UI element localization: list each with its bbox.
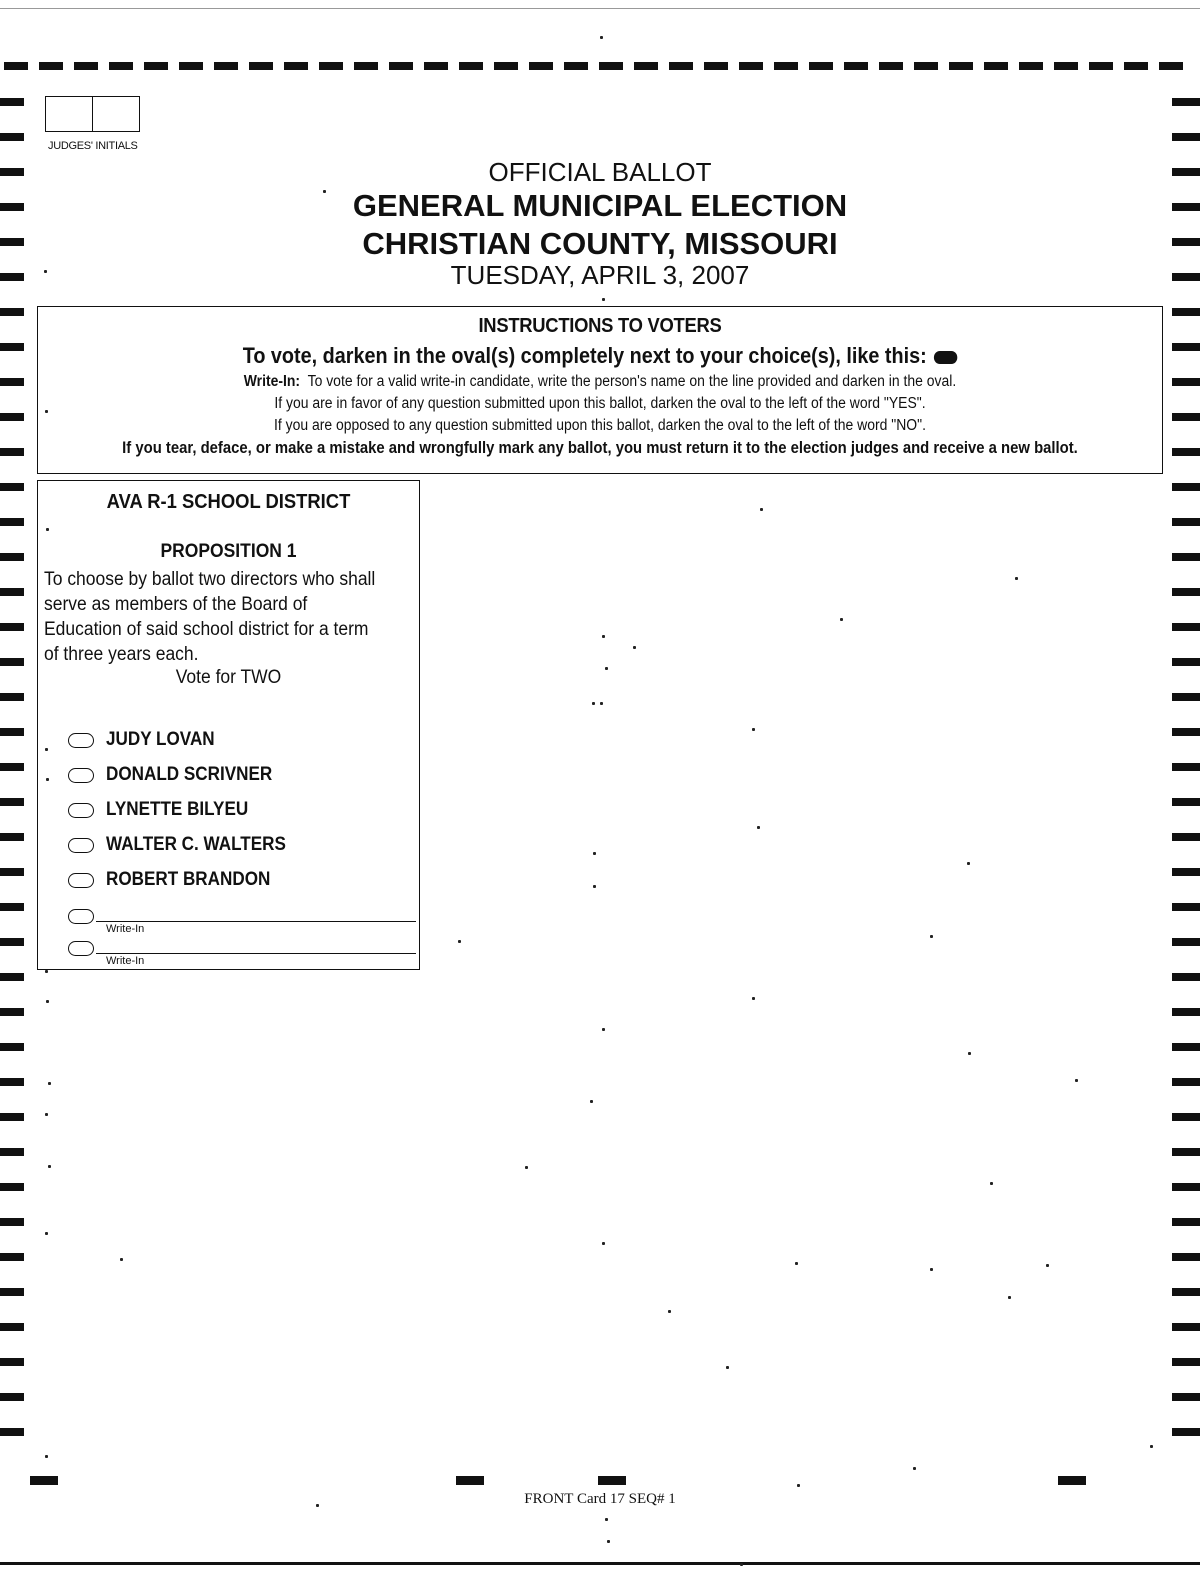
timing-mark <box>0 133 24 141</box>
scan-speck <box>45 970 48 973</box>
candidate-name: JUDY LOVAN <box>106 729 215 750</box>
instructions-writein <box>94 373 1106 391</box>
timing-mark <box>0 623 24 631</box>
candidate-oval[interactable] <box>68 733 94 748</box>
scan-speck <box>45 748 48 751</box>
timing-mark <box>634 62 658 70</box>
timing-mark <box>39 62 63 70</box>
scan-speck <box>605 1518 608 1521</box>
scan-speck <box>316 1504 319 1507</box>
scan-speck <box>45 1232 48 1235</box>
timing-mark <box>1172 518 1200 526</box>
scan-speck <box>605 667 608 670</box>
instructions-main-text: To vote, darken in the oval(s) completely next to your choice(s), like this: <box>242 343 927 368</box>
instructions-tear: If you tear, deface, or make a mistake and wrongfully mark any ballot, you must return it to the election judges and receive a new ballot. <box>122 439 1078 457</box>
timing-mark <box>1172 728 1200 736</box>
timing-mark <box>1172 448 1200 456</box>
timing-mark <box>144 62 168 70</box>
scan-speck <box>1008 1296 1011 1299</box>
timing-mark <box>4 62 28 70</box>
candidate-oval[interactable] <box>68 803 94 818</box>
timing-mark <box>1172 413 1200 421</box>
scan-speck <box>752 997 755 1000</box>
timing-mark <box>0 448 24 456</box>
writein-option-2[interactable] <box>68 937 416 967</box>
timing-mark <box>1172 98 1200 106</box>
timing-mark <box>529 62 553 70</box>
scan-speck <box>592 702 595 705</box>
scan-speck <box>602 298 605 301</box>
timing-mark <box>0 343 24 351</box>
timing-mark <box>389 62 413 70</box>
timing-mark <box>1172 1393 1200 1401</box>
scan-speck <box>607 1540 610 1543</box>
scan-speck <box>48 1165 51 1168</box>
timing-mark <box>1172 833 1200 841</box>
scan-speck <box>740 1563 743 1566</box>
timing-mark <box>914 62 938 70</box>
timing-mark <box>0 798 24 806</box>
timing-mark <box>284 62 308 70</box>
candidate-oval[interactable] <box>68 838 94 853</box>
timing-mark <box>459 62 483 70</box>
scan-speck <box>44 270 47 273</box>
writein-option-1[interactable] <box>68 905 416 935</box>
scan-speck <box>726 1366 729 1369</box>
timing-mark <box>1172 553 1200 561</box>
timing-mark <box>704 62 728 70</box>
timing-mark <box>354 62 378 70</box>
timing-mark <box>0 1218 24 1226</box>
timing-mark <box>0 1323 24 1331</box>
scan-speck <box>840 618 843 621</box>
scan-speck <box>525 1166 528 1169</box>
timing-mark <box>0 1253 24 1261</box>
scan-speck <box>668 1310 671 1313</box>
scan-speck <box>602 1028 605 1031</box>
candidate-name: WALTER C. WALTERS <box>106 834 286 855</box>
timing-mark <box>598 1476 626 1485</box>
writein-label: Write-In <box>106 923 145 935</box>
timing-mark <box>0 98 24 106</box>
candidate-option[interactable] <box>68 763 291 787</box>
scan-speck <box>590 1100 593 1103</box>
timing-mark <box>1172 1323 1200 1331</box>
scan-speck <box>593 885 596 888</box>
scan-speck <box>633 646 636 649</box>
timing-mark <box>1019 62 1043 70</box>
timing-mark <box>1172 1288 1200 1296</box>
filled-oval-sample-icon <box>934 351 957 364</box>
scan-speck <box>752 728 755 731</box>
timing-mark <box>0 1183 24 1191</box>
timing-mark <box>0 1078 24 1086</box>
timing-mark <box>0 658 24 666</box>
instructions-favor: If you are in favor of any question submitted upon this ballot, darken the oval to the left of the word "YES". <box>274 395 926 412</box>
timing-mark <box>0 588 24 596</box>
timing-mark <box>0 763 24 771</box>
timing-mark <box>1172 938 1200 946</box>
timing-mark <box>1124 62 1148 70</box>
timing-mark <box>109 62 133 70</box>
timing-mark <box>1172 1078 1200 1086</box>
timing-mark <box>0 728 24 736</box>
instructions-writein-text: To vote for a valid write-in candidate, write the person's name on the line provided and darken in the oval. <box>307 373 957 390</box>
scan-speck <box>458 940 461 943</box>
writein-oval[interactable] <box>68 909 94 924</box>
election-date: TUESDAY, APRIL 3, 2007 <box>450 260 750 290</box>
timing-mark <box>1172 973 1200 981</box>
scan-speck <box>1150 1445 1153 1448</box>
timing-mark <box>0 693 24 701</box>
timing-mark <box>0 378 24 386</box>
timing-mark <box>1172 798 1200 806</box>
timing-mark <box>984 62 1008 70</box>
scan-speck <box>760 508 763 511</box>
timing-mark <box>0 973 24 981</box>
instructions-main <box>94 343 1106 369</box>
scan-speck <box>593 852 596 855</box>
writein-label: Write-In <box>106 955 145 967</box>
scan-speck <box>46 528 49 531</box>
scan-speck <box>1046 1264 1049 1267</box>
timing-mark <box>774 62 798 70</box>
timing-mark <box>249 62 273 70</box>
scan-speck <box>602 635 605 638</box>
scan-speck <box>323 190 326 193</box>
timing-mark <box>1172 588 1200 596</box>
timing-mark <box>456 1476 484 1485</box>
scan-speck <box>1015 577 1018 580</box>
timing-mark <box>1172 1043 1200 1051</box>
timing-mark <box>1058 1476 1086 1485</box>
candidate-name: LYNETTE BILYEU <box>106 799 249 820</box>
timing-mark <box>0 1428 24 1436</box>
timing-mark <box>0 308 24 316</box>
judge-initial-box-1[interactable] <box>45 96 93 132</box>
scan-speck <box>913 1467 916 1470</box>
scan-bottom-edge <box>0 1562 1200 1565</box>
timing-mark <box>1172 1183 1200 1191</box>
timing-mark <box>0 833 24 841</box>
timing-mark <box>494 62 518 70</box>
timing-mark <box>1089 62 1113 70</box>
timing-mark <box>30 1476 58 1485</box>
vote-for-instruction: Vote for TWO <box>175 667 282 688</box>
timing-mark <box>599 62 623 70</box>
timing-mark <box>0 1358 24 1366</box>
judges-initials-label: JUDGES' INITIALS <box>48 140 138 152</box>
candidate-option[interactable] <box>68 798 264 822</box>
scan-speck <box>45 410 48 413</box>
timing-mark <box>1172 1113 1200 1121</box>
timing-mark <box>1159 62 1183 70</box>
timing-mark <box>0 413 24 421</box>
timing-mark <box>1172 1218 1200 1226</box>
scan-speck <box>1075 1079 1078 1082</box>
timing-mark <box>739 62 763 70</box>
candidate-name: DONALD SCRIVNER <box>106 764 273 785</box>
timing-mark <box>844 62 868 70</box>
timing-mark <box>1172 1008 1200 1016</box>
timing-mark <box>1172 763 1200 771</box>
timing-mark <box>809 62 833 70</box>
timing-mark <box>1172 308 1200 316</box>
timing-mark <box>1172 868 1200 876</box>
timing-mark <box>0 1288 24 1296</box>
writein-line[interactable] <box>96 921 416 922</box>
timing-mark <box>564 62 588 70</box>
contest-title: AVA R-1 SCHOOL DISTRICT <box>106 491 351 513</box>
timing-mark <box>424 62 448 70</box>
timing-mark <box>949 62 973 70</box>
timing-mark <box>0 553 24 561</box>
writein-line[interactable] <box>96 953 416 954</box>
scan-speck <box>600 702 603 705</box>
scan-speck <box>602 1242 605 1245</box>
timing-mark <box>0 1113 24 1121</box>
timing-mark <box>0 518 24 526</box>
scan-speck <box>967 862 970 865</box>
timing-mark <box>1054 62 1078 70</box>
county-title: CHRISTIAN COUNTY, MISSOURI <box>362 226 838 261</box>
scan-speck <box>48 1082 51 1085</box>
timing-mark <box>1172 693 1200 701</box>
candidate-oval[interactable] <box>68 768 94 783</box>
election-title: GENERAL MUNICIPAL ELECTION <box>352 188 848 223</box>
scan-speck <box>120 1258 123 1261</box>
instructions-opposed: If you are opposed to any question submitted upon this ballot, darken the oval to the left of the word "NO". <box>273 417 926 434</box>
scan-speck <box>990 1182 993 1185</box>
timing-mark <box>0 938 24 946</box>
timing-mark <box>0 1393 24 1401</box>
timing-mark <box>0 1148 24 1156</box>
scan-speck <box>46 1000 49 1003</box>
timing-mark <box>1172 1428 1200 1436</box>
contest-box <box>37 480 420 970</box>
timing-mark <box>1172 1148 1200 1156</box>
writein-oval[interactable] <box>68 941 94 956</box>
timing-mark <box>1172 623 1200 631</box>
timing-mark <box>74 62 98 70</box>
scan-speck <box>45 1455 48 1458</box>
candidate-oval[interactable] <box>68 873 94 888</box>
timing-mark <box>1172 483 1200 491</box>
instructions-title: INSTRUCTIONS TO VOTERS <box>478 315 722 337</box>
timing-mark <box>214 62 238 70</box>
judges-initials-boxes <box>45 96 141 132</box>
timing-mark <box>0 483 24 491</box>
scan-speck <box>797 1484 800 1487</box>
scan-speck <box>45 1113 48 1116</box>
timing-mark <box>1172 343 1200 351</box>
scan-speck <box>930 935 933 938</box>
card-sequence-label: FRONT Card 17 SEQ# 1 <box>524 1491 676 1507</box>
timing-mark <box>1172 903 1200 911</box>
timing-mark <box>879 62 903 70</box>
proposition-text: To choose by ballot two directors who shall serve as members of the Board of Education of said school district for a term of three years each. <box>44 569 376 665</box>
scan-speck <box>930 1268 933 1271</box>
scan-speck <box>757 826 760 829</box>
proposition-title: PROPOSITION 1 <box>160 541 297 562</box>
timing-mark <box>179 62 203 70</box>
candidate-option[interactable] <box>68 868 289 892</box>
timing-mark <box>0 903 24 911</box>
timing-mark <box>1172 658 1200 666</box>
candidate-option[interactable] <box>68 728 227 752</box>
scan-top-edge <box>0 8 1200 9</box>
candidate-name: ROBERT BRANDON <box>106 869 271 890</box>
timing-mark <box>1172 378 1200 386</box>
timing-mark <box>669 62 693 70</box>
ballot-title: OFFICIAL BALLOT <box>488 157 712 187</box>
timing-mark <box>0 1043 24 1051</box>
timing-mark <box>1172 1358 1200 1366</box>
judge-initial-box-2[interactable] <box>93 96 140 132</box>
scan-speck <box>795 1262 798 1265</box>
candidate-option[interactable] <box>68 833 306 857</box>
timing-mark <box>1172 1253 1200 1261</box>
scan-speck <box>600 36 603 39</box>
instructions-writein-prefix: Write-In: <box>243 373 301 390</box>
timing-mark <box>319 62 343 70</box>
scan-speck <box>968 1052 971 1055</box>
timing-mark <box>1172 133 1200 141</box>
timing-mark <box>0 868 24 876</box>
timing-mark <box>0 1008 24 1016</box>
scan-speck <box>46 778 49 781</box>
instructions-box <box>37 306 1163 474</box>
